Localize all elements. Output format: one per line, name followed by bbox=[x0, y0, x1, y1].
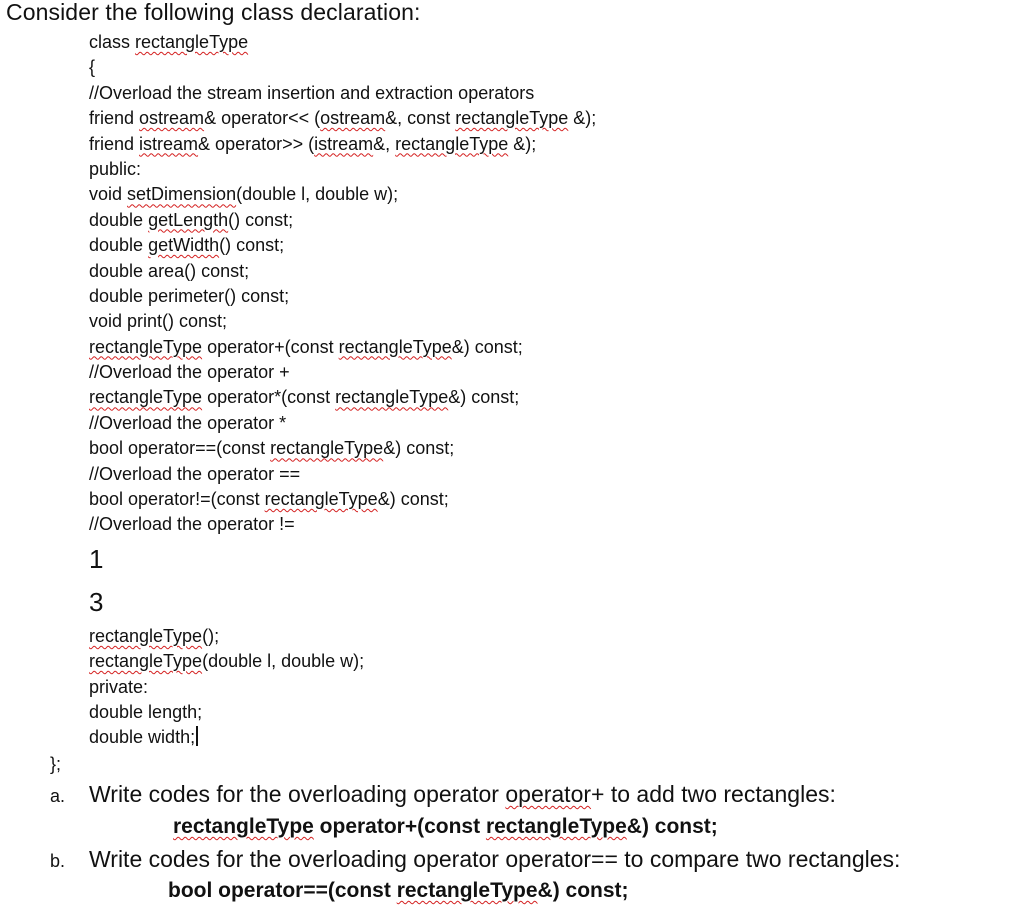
question-a-code: rectangleType operator+(const rectangleType&) const; bbox=[173, 815, 718, 838]
misspelled-word: istream bbox=[139, 133, 199, 154]
misspelled-word: getWidth bbox=[148, 235, 220, 256]
code-line-print: void print() const; bbox=[89, 311, 228, 332]
misspelled-word: operator bbox=[505, 781, 592, 807]
code-line-class bbox=[89, 30, 596, 55]
code-line-default-constructor: rectangleType(); bbox=[89, 625, 220, 646]
question-b-text: Write codes for the overloading operator operator== to compare two rectangles: bbox=[89, 846, 901, 872]
code-line-operator-equal: bool operator==(const rectangleType&) const; bbox=[89, 438, 455, 459]
keyword-class: class bbox=[89, 32, 136, 52]
code-line-operator-not-equal: bool operator!=(const rectangleType&) const; bbox=[89, 489, 449, 510]
misspelled-word: rectangleType bbox=[89, 651, 203, 672]
misspelled-word: rectangleType bbox=[89, 625, 203, 646]
code-line-operator-multiply: rectangleType operator*(const rectangleType&) const; bbox=[89, 387, 520, 408]
misspelled-word: istream bbox=[314, 133, 374, 154]
code-line-area: double area() const; bbox=[89, 260, 250, 281]
code-line-comment-stream: //Overload the stream insertion and extraction operators bbox=[89, 82, 535, 103]
code-line-number-one: 1 bbox=[89, 543, 104, 574]
misspelled-word: rectangleType bbox=[89, 336, 203, 357]
code-line-extraction-operator: friend istream& operator>> (istream&, rectangleType &); bbox=[89, 133, 537, 154]
misspelled-word: rectangleType bbox=[173, 815, 314, 838]
code-line-comment-multiply: //Overload the operator * bbox=[89, 412, 287, 433]
misspelled-word: rectangleType bbox=[395, 133, 509, 154]
code-line-member-width[interactable] bbox=[89, 725, 596, 750]
code-line-member-length: double length; bbox=[89, 701, 203, 722]
misspelled-word: rectangleType bbox=[264, 489, 378, 510]
code-line-open-brace: { bbox=[89, 57, 96, 78]
misspelled-word: rectangleType bbox=[396, 879, 538, 902]
question-a-text: Write codes for the overloading operator operator+ to add two rectangles: bbox=[89, 781, 836, 807]
misspelled-word: getLength bbox=[148, 209, 229, 230]
class-name-misspelled: rectangleType bbox=[135, 32, 249, 52]
question-b-code: bool operator==(const rectangleType&) const; bbox=[168, 879, 629, 902]
code-line-insertion-operator: friend ostream& operator<< (ostream&, const rectangleType &); bbox=[89, 108, 597, 129]
misspelled-word: rectangleType bbox=[335, 387, 449, 408]
misspelled-word: rectangleType bbox=[455, 108, 569, 129]
code-line-private: private: bbox=[89, 676, 149, 697]
misspelled-word: ostream bbox=[320, 108, 386, 129]
code-line-comment-plus: //Overload the operator + bbox=[89, 362, 290, 383]
question-b-letter: b. bbox=[50, 851, 66, 871]
misspelled-word: rectangleType bbox=[485, 815, 627, 838]
misspelled-word: rectangleType bbox=[89, 387, 203, 408]
code-line-get-length: double getLength() const; bbox=[89, 209, 294, 230]
member-width-text: double width; bbox=[89, 727, 196, 748]
code-line-comment-not-equal: //Overload the operator != bbox=[89, 514, 295, 535]
code-line-param-constructor: rectangleType(double l, double w); bbox=[89, 651, 365, 672]
misspelled-word: ostream bbox=[139, 108, 205, 129]
code-line-get-width: double getWidth() const; bbox=[89, 235, 285, 256]
misspelled-word: rectangleType bbox=[270, 438, 384, 459]
code-line-public: public: bbox=[89, 158, 142, 179]
page-heading: Consider the following class declaration: bbox=[6, 0, 421, 25]
class-declaration-code bbox=[89, 30, 596, 751]
misspelled-word: rectangleType bbox=[338, 336, 452, 357]
code-line-comment-equal: //Overload the operator == bbox=[89, 463, 301, 484]
code-line-number-three: 3 bbox=[89, 586, 104, 617]
misspelled-word: setDimension bbox=[127, 184, 237, 205]
code-line-perimeter: double perimeter() const; bbox=[89, 285, 290, 306]
question-a-letter: a. bbox=[50, 786, 66, 806]
code-line-operator-plus: rectangleType operator+(const rectangleType&) const; bbox=[89, 336, 523, 357]
code-closing-brace: }; bbox=[50, 754, 62, 774]
text-cursor bbox=[196, 726, 198, 746]
code-line-set-dimension: void setDimension(double l, double w); bbox=[89, 184, 399, 205]
